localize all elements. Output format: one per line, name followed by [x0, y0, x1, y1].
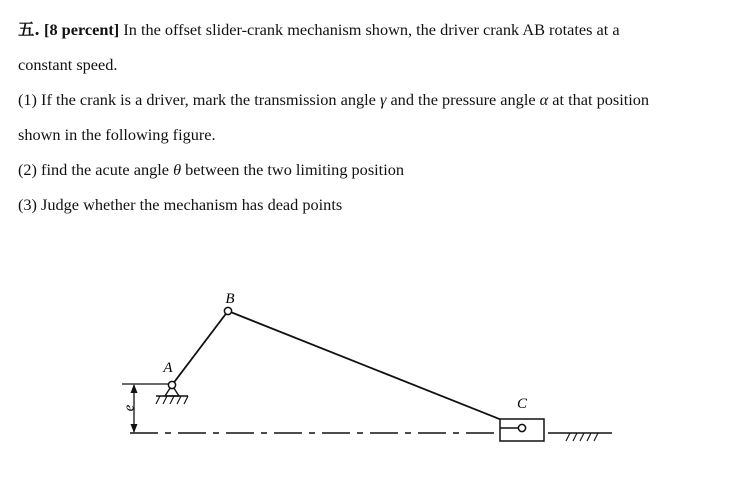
q1-text-d: shown in the following figure. [18, 125, 216, 144]
fixed-pivot-a [156, 381, 188, 404]
ground-hatch-a [156, 396, 188, 404]
offset-arrow-bottom [131, 424, 138, 433]
joint-b [224, 307, 231, 314]
problem-intro-1: In the offset slider-crank mechanism shown, the driver crank AB rotates at a [123, 20, 620, 39]
label-a: A [163, 360, 173, 376]
offset-dimension [121, 384, 168, 433]
q1-text-a: (1) If the crank is a driver, mark the transmission angle [18, 90, 376, 109]
joint-c [518, 424, 525, 431]
q1-text-b: and the pressure angle [390, 90, 536, 109]
alpha-symbol: α [539, 90, 549, 109]
theta-symbol: θ [173, 160, 182, 179]
gamma-symbol: γ [379, 90, 387, 109]
coupler-link-bc [228, 311, 522, 428]
q1-text-c: at that position [552, 90, 650, 109]
offset-arrow-top [131, 384, 138, 393]
q3-text: (3) Judge whether the mechanism has dead points [18, 195, 343, 214]
label-b: B [225, 291, 235, 307]
q2-text-b: between the two limiting position [185, 160, 405, 179]
ground-hatch-c [566, 433, 598, 441]
problem-intro-2: constant speed. [18, 55, 118, 74]
q2-text-a: (2) find the acute angle [18, 160, 169, 179]
problem-number: 五. [18, 20, 40, 39]
label-c: C [516, 396, 528, 412]
crank-link-ab [172, 311, 228, 385]
slider-ground-guide [548, 433, 612, 441]
offset-label-e: e [121, 404, 138, 412]
joint-a [168, 381, 175, 388]
problem-points: [8 percent] [44, 20, 120, 39]
